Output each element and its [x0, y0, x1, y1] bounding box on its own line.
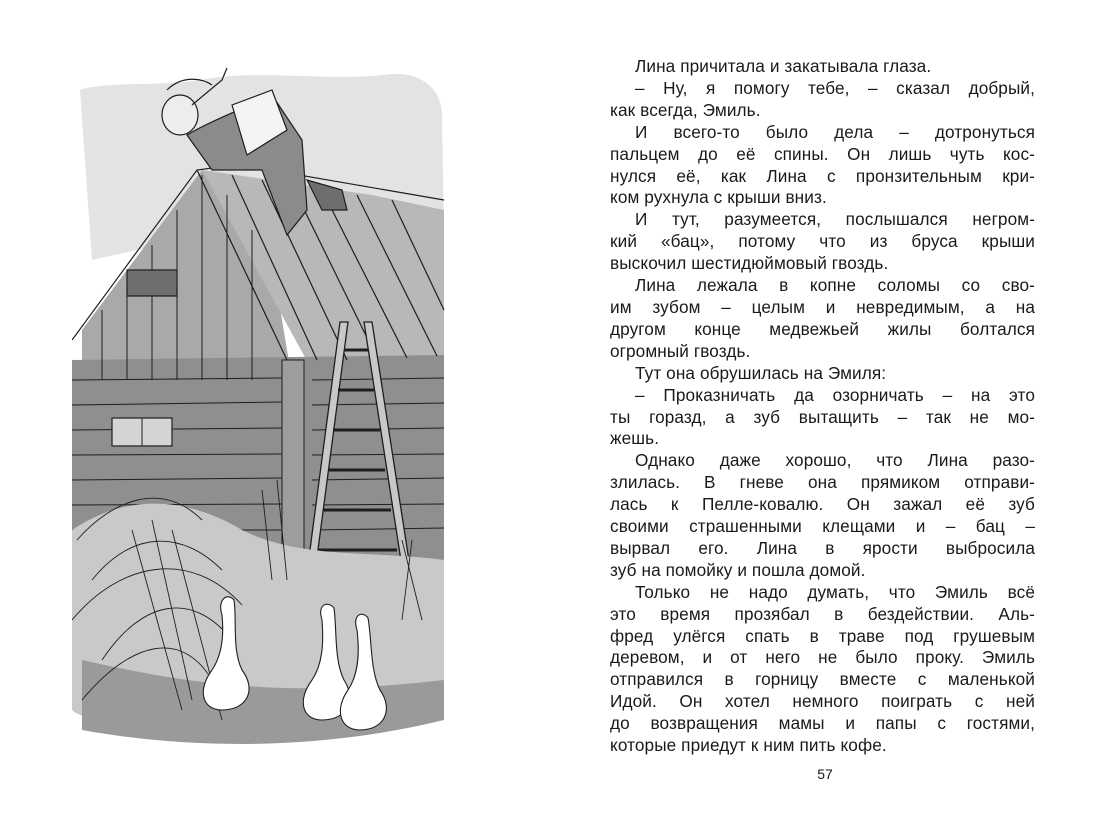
text-line: И тут, разумеется, послышался негром- [635, 209, 1035, 230]
paragraph [610, 450, 1035, 581]
illustration-barn-roof [72, 60, 447, 750]
paragraph [610, 385, 1035, 451]
text-line: Только не надо думать, что Эмиль всё [635, 581, 1035, 602]
text-line: – Ну, я помогу тебе, – сказал добрый, [635, 77, 1035, 98]
barn-illustration-image [72, 60, 447, 750]
text-line: Лина лежала в копне соломы со сво- [635, 275, 1035, 296]
text-line: Лина причитала и закатывала глаза. [635, 56, 932, 76]
text-line: жешь. [610, 428, 660, 449]
paragraph [610, 56, 1035, 78]
paragraph [610, 582, 1035, 757]
text-line: деревом, и от него не было проку. Эмиль [610, 647, 1035, 668]
text-line: огромный гвоздь. [610, 340, 751, 361]
text-line: нулся её, как Лина с пронзительным кри- [610, 165, 1035, 186]
body-text [610, 56, 1035, 757]
text-line: Идой. Он хотел немного поиграть с ней [610, 691, 1035, 712]
paragraph [610, 122, 1035, 210]
paragraph [610, 275, 1035, 363]
text-line: злилась. В гневе она прямиком отправи- [610, 472, 1035, 493]
text-line: ты горазд, а зуб вытащить – так не мо- [610, 406, 1035, 427]
text-line: фред улёгся спать в траве под грушевым [610, 625, 1035, 646]
text-line: зуб на помойку и пошла домой. [610, 559, 866, 580]
text-line: до возвращения мамы и папы с гостями, [610, 713, 1035, 734]
text-line: Тут она обрушилась на Эмиля: [635, 362, 887, 383]
paragraph [610, 363, 1035, 385]
text-line: ком рухнула с крыши вниз. [610, 187, 827, 208]
text-line: И всего-то было дела – дотронуться [635, 121, 1035, 142]
text-line: – Проказничать да озорничать – на это [635, 384, 1035, 405]
text-line: это время прозябал в бездействии. Аль- [610, 603, 1035, 624]
text-line: выскочил шестидюймовый гвоздь. [610, 253, 889, 274]
text-line: отправился в горницу вместе с маленькой [610, 669, 1035, 690]
text-line: им зубом – целым и невредимым, а на [610, 296, 1035, 317]
text-line: как всегда, Эмиль. [610, 99, 761, 120]
text-line: которые приедут к ним пить кофе. [610, 735, 887, 756]
text-line: своими страшенными клещами и – бац – [610, 516, 1035, 537]
text-line: Однако даже хорошо, что Лина разо- [635, 450, 1035, 471]
text-line: кий «бац», потому что из бруса крыши [610, 231, 1035, 252]
text-line: другом конце медвежьей жилы болтался [610, 318, 1035, 339]
paragraph [610, 209, 1035, 275]
page-number: 57 [817, 766, 833, 782]
text-line: вырвал его. Лина в ярости выбросила [610, 537, 1035, 558]
paragraph [610, 78, 1035, 122]
right-page [550, 0, 1100, 825]
text-line: пальцем до её спины. Он лишь чуть кос- [610, 143, 1035, 164]
text-line: лась к Пелле-ковалю. Он зажал её зуб [610, 494, 1035, 515]
